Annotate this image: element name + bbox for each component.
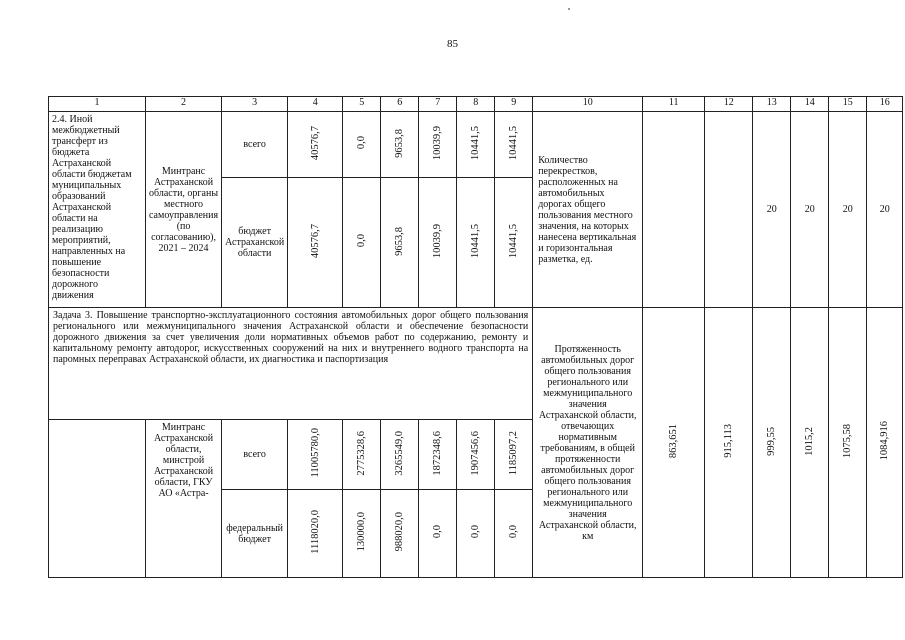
amount-cell: 1907456,6 <box>470 430 482 476</box>
funding-source: всего <box>222 112 288 178</box>
amount-cell: 1872348,6 <box>432 430 444 476</box>
target-cell: 1015,2 <box>804 426 816 456</box>
header-row <box>49 97 903 112</box>
funding-source: всего <box>222 420 288 490</box>
col-header: 8 <box>457 97 495 112</box>
target-cell: 915,113 <box>723 424 735 458</box>
executor: Минтранс Астраханской области, органы местного самоуправления (по согласованию), 2021 – 2024 <box>146 112 222 308</box>
measure-name: 2.4. Иной межбюджетный трансферт из бюджета Астраханской области бюджетам муниципальных образований Астраханской области на реализацию мероприятий, направленных на повышение безопасности дорожного движения <box>49 112 146 308</box>
col-header: 10 <box>533 97 643 112</box>
amount-cell: 10441,5 <box>508 125 520 161</box>
amount-cell: 0,0 <box>356 136 368 150</box>
executor: Минтранс Астраханской области, минстрой Астраханской области, ГКУ АО «Астра- <box>146 420 222 578</box>
col-header: 11 <box>643 97 705 112</box>
col-header: 4 <box>288 97 343 112</box>
amount-cell: 11005780,0 <box>309 428 321 478</box>
amount-cell: 10441,5 <box>470 125 482 161</box>
col-header: 1 <box>49 97 146 112</box>
page-number: 85 <box>447 38 458 50</box>
target-cell <box>705 112 753 308</box>
program-table <box>48 96 903 578</box>
target-cell: 20 <box>791 112 829 308</box>
funding-source: федеральный бюджет <box>222 490 288 578</box>
amount-cell: 10441,5 <box>508 223 520 259</box>
col-header: 2 <box>146 97 222 112</box>
amount-cell: 0,0 <box>356 234 368 248</box>
empty-name-cell <box>49 420 146 578</box>
col-header: 9 <box>495 97 533 112</box>
task3-heading-row <box>49 308 903 420</box>
indicator: Количество перекрестков, расположенных на автомобильных дорогах общего пользования местного значения, на которых нанесена вертикальная и горизонтальная разметка, ед. <box>533 112 643 308</box>
amount-cell: 10441,5 <box>470 223 482 259</box>
target-cell: 1084,916 <box>879 421 891 461</box>
amount-cell: 40576,7 <box>309 125 321 161</box>
amount-cell: 40576,7 <box>309 223 321 259</box>
col-header: 5 <box>343 97 381 112</box>
target-cell: 999,55 <box>766 426 778 456</box>
target-cell: 863,651 <box>668 423 680 459</box>
amount-cell: 130000,0 <box>356 512 368 552</box>
amount-cell: 1185097,2 <box>508 430 520 476</box>
amount-cell: 3265549,0 <box>394 430 406 476</box>
amount-cell: 988020,0 <box>394 512 406 552</box>
target-cell: 20 <box>867 112 903 308</box>
col-header: 3 <box>222 97 288 112</box>
col-header: 13 <box>753 97 791 112</box>
col-header: 12 <box>705 97 753 112</box>
amount-cell: 10039,9 <box>432 223 444 259</box>
row-2-4-total <box>49 112 903 178</box>
amount-cell: 9653,8 <box>394 128 406 158</box>
target-cell: 20 <box>753 112 791 308</box>
amount-cell: 9653,8 <box>394 226 406 256</box>
funding-source: бюджет Астраханской области <box>222 178 288 308</box>
col-header: 6 <box>381 97 419 112</box>
amount-cell: 0,0 <box>508 525 520 539</box>
amount-cell: 0,0 <box>470 525 482 539</box>
target-cell: 20 <box>829 112 867 308</box>
amount-cell: 1118020,0 <box>309 510 321 554</box>
amount-cell: 0,0 <box>432 525 444 539</box>
col-header: 15 <box>829 97 867 112</box>
amount-cell: 2775328,6 <box>356 430 368 476</box>
amount-cell: 10039,9 <box>432 125 444 161</box>
target-cell <box>643 112 705 308</box>
col-header: 7 <box>419 97 457 112</box>
target-cell: 1075,58 <box>842 423 854 459</box>
col-header: 14 <box>791 97 829 112</box>
indicator: Протяженность автомобильных дорог общего пользования регионального или межмуниципального значения Астраханской области, отвечающих нормативным требованиям, в общей протяженности автомобильных дорог общего пользования регионального или межмуниципального значения Астраханской области, км <box>533 308 643 578</box>
col-header: 16 <box>867 97 903 112</box>
task-description: Задача 3. Повышение транспортно-эксплуатационного состояния автомобильных дорог общего пользования регионального или межмуниципального значения Астраханской области и обеспечение безопасности дорожного движения за счет увеличения доли нормативных объемов работ по содержанию, ремонту и капитальному ремонту автодорог, искусственных сооружений на них и внутреннего водного транспорта на паромных переправах Астраханской области, их диагностика и паспортизация <box>49 308 533 420</box>
scan-speck <box>568 8 570 10</box>
